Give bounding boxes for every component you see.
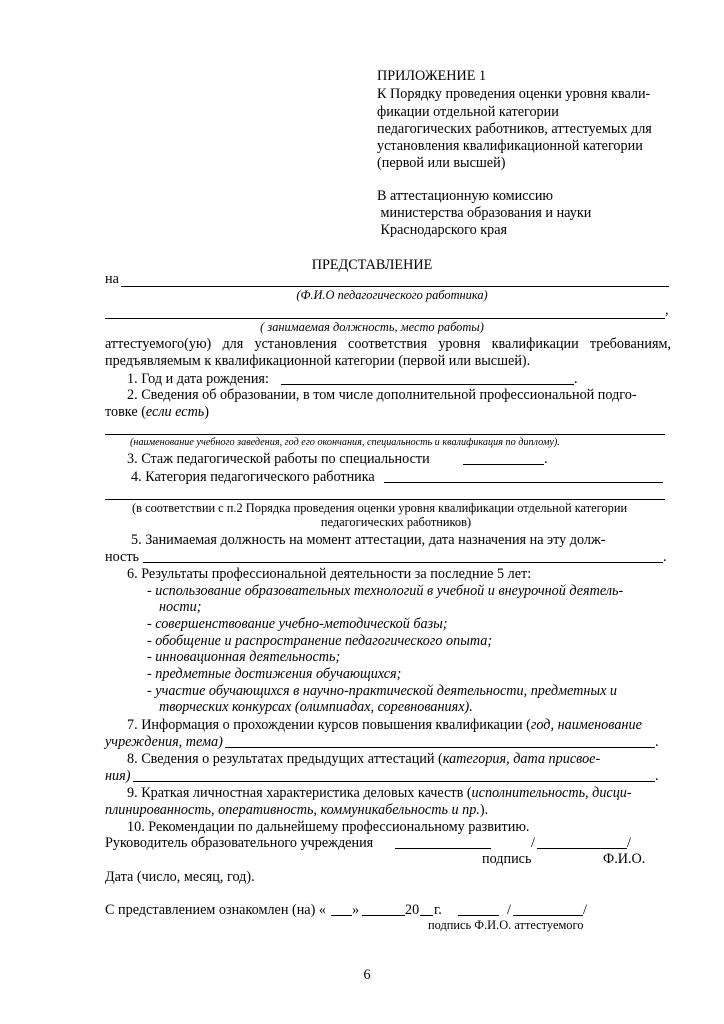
name-caption: (Ф.И.О педагогического работника) (296, 288, 488, 302)
item-4-label: 4. Категория педагогического работника (131, 469, 375, 485)
item-6-bullet: - предметные достижения обучающихся; (147, 666, 402, 682)
item-8-end: . (655, 768, 659, 784)
ack-year-prefix: 20 (405, 902, 420, 918)
ack-caption: подпись Ф.И.О. аттестуемого (428, 918, 584, 932)
item-6-bullet: творческих конкурсах (олимпиадах, соревнованиях). (159, 699, 473, 715)
position-date-field-line[interactable] (143, 562, 663, 563)
item-6-bullet: ности; (159, 599, 202, 615)
appendix-line: фикации отдельной категории (377, 104, 559, 120)
item-6-bullet: - участие обучающихся в научно-практической деятельности, предметных и (147, 683, 618, 699)
category-field-line-2[interactable] (105, 499, 665, 500)
head-name-line[interactable] (537, 848, 627, 849)
item-9-text: плинированность, оперативность, коммуникабельность и пр.). (105, 802, 489, 818)
slash: / (531, 835, 535, 851)
position-caption: ( занимаемая должность, место работы) (260, 320, 484, 334)
appendix-line: педагогических работников, аттестуемых для (377, 121, 652, 137)
ack-quote-close: » (352, 902, 360, 918)
item-5-text: 5. Занимаемая должность на момент аттестации, дата назначения на эту долж- (131, 532, 606, 548)
intro-text: предъявляемым к квалификационной категории (первой или высшей). (105, 353, 531, 369)
page-number: 6 (363, 967, 371, 983)
addressee-line: Краснодарского края (377, 222, 508, 238)
birth-date-field-line[interactable] (281, 384, 574, 385)
ack-g: г. (434, 902, 442, 918)
appendix-line: установления квалификационной категории (377, 138, 643, 154)
appendix-line: К Порядку проведения оценки уровня квали- (377, 86, 651, 102)
ack-day-line[interactable] (331, 915, 352, 916)
experience-field-line[interactable] (463, 464, 544, 465)
item-7-end: . (655, 734, 659, 750)
item-7-text: 7. Информация о прохождении курсов повышения квалификации (год, наименование (127, 717, 642, 733)
addressee-line: В аттестационную комиссию (377, 188, 554, 204)
appendix-title: ПРИЛОЖЕНИЕ 1 (377, 68, 487, 84)
position-field-line[interactable] (105, 318, 665, 319)
education-field-line[interactable] (105, 434, 665, 435)
item-4-caption: (в соответствии с п.2 Порядка проведения оценки уровня квалификации отдельной категории (132, 501, 628, 515)
intro-text: аттестуемого(ую) для установления соответствия уровня квалификации требованиям, (105, 336, 671, 352)
item-10-text: 10. Рекомендации по дальнейшему профессиональному развитию. (127, 819, 530, 835)
ack-name-line[interactable] (513, 915, 583, 916)
item-3-end: . (544, 451, 548, 467)
na-label: на (105, 271, 119, 287)
head-label: Руководитель образовательного учреждения (105, 835, 374, 851)
item-8-text: ния) (105, 768, 131, 784)
slash: / (507, 902, 511, 918)
courses-field-line[interactable] (225, 747, 655, 748)
name-field-line[interactable] (121, 286, 669, 287)
ack-signature-line[interactable] (458, 915, 499, 916)
comma: , (665, 302, 669, 318)
item-6-bullet: - использование образовательных технологий в учебной и внеурочной деятель- (147, 583, 624, 599)
head-signature-line[interactable] (395, 848, 491, 849)
item-6-bullet: - обобщение и распространение педагогического опыта; (147, 633, 493, 649)
item-7-text: учреждения, тема) (105, 734, 223, 750)
item-5-end: . (663, 549, 667, 565)
item-2-caption: (наименование учебного заведения, год его окончания, специальность и квалификация по диплому). (130, 437, 560, 448)
item-2-text: 2. Сведения об образовании, в том числе дополнительной профессиональной подго- (127, 387, 637, 403)
attestation-field-line[interactable] (133, 781, 655, 782)
appendix-line: (первой или высшей) (377, 155, 506, 171)
caption-fio: Ф.И.О. (603, 851, 646, 867)
ack-year-line[interactable] (420, 915, 433, 916)
item-5-text: ность (105, 549, 140, 565)
item-2-text: товке (если есть) (105, 404, 209, 420)
item-3-label: 3. Стаж педагогической работы по специальности (127, 451, 430, 467)
item-4-caption: педагогических работников) (320, 515, 472, 529)
category-field-line[interactable] (384, 482, 663, 483)
item-8-text: 8. Сведения о результатах предыдущих аттестаций (категория, дата присвое- (127, 751, 601, 767)
ack-month-line[interactable] (362, 915, 405, 916)
item-6-bullet: - инновационная деятельность; (147, 649, 341, 665)
ack-label: С представлением ознакомлен (на) « (105, 902, 326, 918)
addressee-line: министерства образования и науки (377, 205, 592, 221)
item-1-label: 1. Год и дата рождения: (127, 371, 269, 387)
slash: / (583, 902, 587, 918)
caption-signature: подпись (482, 851, 532, 867)
document-title: ПРЕДСТАВЛЕНИЕ (311, 257, 433, 273)
date-label: Дата (число, месяц, год). (105, 869, 255, 885)
item-1-end: . (574, 371, 578, 387)
slash: / (627, 835, 631, 851)
item-6-text: 6. Результаты профессиональной деятельности за последние 5 лет: (127, 566, 532, 582)
item-9-text: 9. Краткая личностная характеристика деловых качеств (исполнительность, дисци- (127, 785, 632, 801)
item-6-bullet: - совершенствование учебно-методической базы; (147, 616, 448, 632)
